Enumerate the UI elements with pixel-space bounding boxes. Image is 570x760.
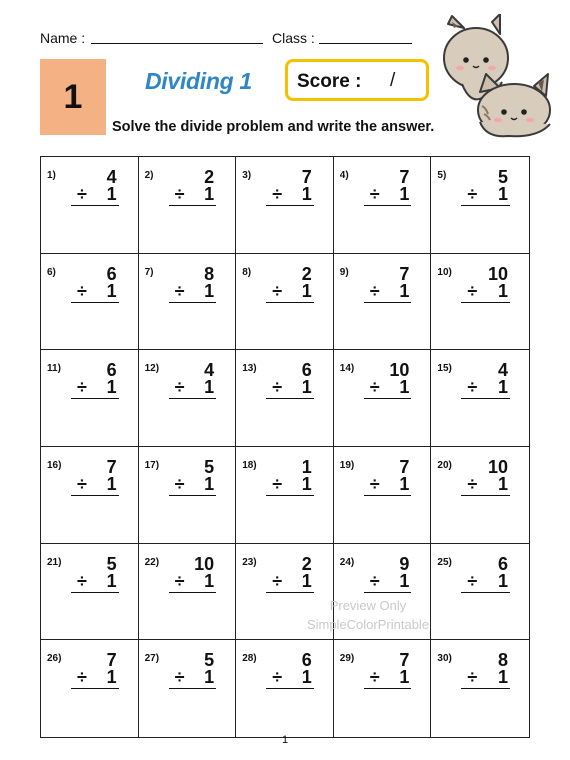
dividend: 5 xyxy=(497,167,508,187)
divide-sign: ÷ xyxy=(174,473,185,494)
problem-number: 20) xyxy=(437,459,452,471)
divisor: 1 xyxy=(204,667,215,688)
dividend: 10 xyxy=(194,553,215,574)
watermark xyxy=(300,596,436,634)
dividend: 10 xyxy=(487,456,508,477)
problem-cell[interactable] xyxy=(431,254,529,351)
problem-number: 27) xyxy=(144,653,160,665)
problem-cell[interactable] xyxy=(431,447,529,544)
divisor: 1 xyxy=(204,377,215,398)
problem-number: 29) xyxy=(339,653,355,665)
problem-number: 17) xyxy=(144,459,160,471)
problem-number: 24) xyxy=(339,556,355,568)
divisor: 1 xyxy=(301,667,312,688)
problem-number: 25) xyxy=(437,556,452,568)
divide-sign: ÷ xyxy=(174,570,185,591)
problem-cell[interactable] xyxy=(41,447,139,544)
divisor: 1 xyxy=(497,473,508,494)
divisor: 1 xyxy=(399,473,410,494)
divide-sign: ÷ xyxy=(272,280,283,301)
score-separator: / xyxy=(390,70,396,91)
divisor: 1 xyxy=(399,184,410,204)
divide-sign: ÷ xyxy=(467,570,478,591)
divide-sign: ÷ xyxy=(272,473,283,494)
problem-number: 30) xyxy=(437,653,452,665)
division-row xyxy=(364,571,412,593)
division-row xyxy=(364,184,412,206)
problem-number: 11) xyxy=(47,363,61,375)
problem-cell[interactable] xyxy=(236,350,334,447)
divisor: 1 xyxy=(204,473,215,494)
divisor: 1 xyxy=(106,280,117,301)
divisor: 1 xyxy=(497,570,508,591)
problem-number: 4) xyxy=(339,170,349,181)
divide-sign: ÷ xyxy=(174,280,185,301)
divisor: 1 xyxy=(399,377,410,398)
division-row xyxy=(461,377,510,399)
divide-sign: ÷ xyxy=(174,184,185,204)
problem-cell[interactable] xyxy=(236,254,334,351)
problem-number: 15) xyxy=(437,363,452,375)
dividend: 7 xyxy=(301,167,312,187)
divisor: 1 xyxy=(497,377,508,398)
dividend: 6 xyxy=(106,263,117,284)
divide-sign: ÷ xyxy=(174,377,185,398)
divide-sign: ÷ xyxy=(467,667,478,688)
divide-sign: ÷ xyxy=(467,377,478,398)
problem-cell[interactable] xyxy=(236,157,334,254)
problem-number: 6) xyxy=(47,266,56,278)
divide-sign: ÷ xyxy=(272,570,283,591)
division-row xyxy=(461,667,510,689)
dividend: 8 xyxy=(204,263,215,284)
dividend: 2 xyxy=(301,553,312,574)
divisor: 1 xyxy=(106,667,117,688)
problem-number: 16) xyxy=(47,459,62,471)
division-row xyxy=(461,571,510,593)
dividend: 7 xyxy=(399,263,410,284)
divide-sign: ÷ xyxy=(369,473,380,494)
problem-cell[interactable] xyxy=(236,447,334,544)
divide-sign: ÷ xyxy=(467,280,478,301)
division-row xyxy=(71,184,119,206)
divisor: 1 xyxy=(301,473,312,494)
divisor: 1 xyxy=(301,570,312,591)
divide-sign: ÷ xyxy=(174,667,185,688)
division-row xyxy=(266,667,314,689)
dividend: 2 xyxy=(301,263,312,284)
divisor: 1 xyxy=(497,184,508,204)
name-field[interactable] xyxy=(91,43,263,44)
watermark-line-2: SimpleColorPrintable xyxy=(306,617,430,632)
problem-cell[interactable] xyxy=(236,640,334,737)
problem-cell[interactable] xyxy=(431,640,529,737)
divisor: 1 xyxy=(106,473,117,494)
division-row xyxy=(71,667,119,689)
divisor: 1 xyxy=(106,184,117,204)
division-row xyxy=(266,571,314,593)
divisor: 1 xyxy=(106,570,117,591)
divisor: 1 xyxy=(301,280,312,301)
division-row xyxy=(71,474,119,496)
problem-number: 13) xyxy=(242,363,257,375)
dividend: 5 xyxy=(204,650,215,671)
problem-cell[interactable] xyxy=(139,544,237,641)
division-row xyxy=(461,474,510,496)
division-row xyxy=(169,184,217,206)
problem-number: 14) xyxy=(339,363,355,375)
problem-cell[interactable] xyxy=(41,254,139,351)
divisor: 1 xyxy=(497,667,508,688)
problem-number: 7) xyxy=(144,266,154,278)
problem-number: 12) xyxy=(144,363,160,375)
division-row xyxy=(364,667,412,689)
division-row xyxy=(169,377,217,399)
problem-number: 19) xyxy=(339,459,355,471)
division-row xyxy=(364,474,412,496)
dividend: 6 xyxy=(301,650,312,671)
problem-number: 3) xyxy=(242,170,252,181)
dividend: 4 xyxy=(204,360,215,381)
division-row xyxy=(169,474,217,496)
level-number: 1 xyxy=(63,77,83,116)
problem-cell[interactable] xyxy=(139,447,237,544)
divide-sign: ÷ xyxy=(467,184,478,204)
level-badge xyxy=(40,59,106,135)
problem-number: 23) xyxy=(242,556,257,568)
class-field[interactable] xyxy=(319,43,412,44)
division-row xyxy=(266,377,314,399)
problem-grid xyxy=(40,156,530,738)
problem-number: 18) xyxy=(242,459,257,471)
problem-number: 1) xyxy=(47,170,56,181)
problem-number: 26) xyxy=(47,653,62,665)
divisor: 1 xyxy=(399,280,410,301)
divisor: 1 xyxy=(204,570,215,591)
division-row xyxy=(461,184,510,206)
divisor: 1 xyxy=(399,667,410,688)
divide-sign: ÷ xyxy=(272,667,283,688)
divide-sign: ÷ xyxy=(77,280,87,301)
dividend: 7 xyxy=(106,456,117,477)
divide-sign: ÷ xyxy=(272,184,283,204)
dividend: 8 xyxy=(497,650,508,671)
problem-number: 21) xyxy=(47,556,62,568)
divide-sign: ÷ xyxy=(77,377,87,398)
problem-cell[interactable] xyxy=(41,157,139,254)
division-row xyxy=(266,184,314,206)
divide-sign: ÷ xyxy=(77,570,87,591)
dividend: 5 xyxy=(204,456,215,477)
watermark-line-1: Preview Only xyxy=(329,598,407,613)
dividend: 5 xyxy=(106,553,117,574)
divide-sign: ÷ xyxy=(77,473,87,494)
divide-sign: ÷ xyxy=(369,280,380,301)
name-label: Name : xyxy=(40,30,86,46)
problem-cell[interactable] xyxy=(431,544,529,641)
problem-cell[interactable] xyxy=(334,350,432,447)
dividend: 7 xyxy=(106,650,117,671)
score-box[interactable] xyxy=(285,59,429,101)
division-row xyxy=(71,281,119,303)
division-row xyxy=(169,667,217,689)
divide-sign: ÷ xyxy=(467,473,478,494)
problem-cell[interactable] xyxy=(139,640,237,737)
dividend: 4 xyxy=(106,167,117,187)
dividend: 7 xyxy=(399,650,410,671)
dividend: 6 xyxy=(301,360,312,381)
division-row xyxy=(71,571,119,593)
problem-number: 10) xyxy=(437,266,452,278)
problem-number: 5) xyxy=(437,170,447,181)
divisor: 1 xyxy=(301,377,312,398)
two-kittens-icon xyxy=(438,14,556,140)
instructions: Solve the divide problem and write the answer. xyxy=(112,119,435,135)
worksheet-title: Dividing 1 xyxy=(145,68,252,94)
division-row xyxy=(364,281,412,303)
problem-cell[interactable] xyxy=(334,640,432,737)
problem-number: 8) xyxy=(242,266,252,278)
divisor: 1 xyxy=(497,280,508,301)
problem-cell[interactable] xyxy=(431,350,529,447)
divide-sign: ÷ xyxy=(369,377,380,398)
dividend: 2 xyxy=(204,167,215,187)
problem-number: 22) xyxy=(144,556,160,568)
score-label: Score : xyxy=(297,71,362,92)
dividend: 7 xyxy=(399,167,410,187)
divisor: 1 xyxy=(301,184,312,204)
divisor: 1 xyxy=(204,184,215,204)
problem-cell[interactable] xyxy=(334,254,432,351)
problem-number: 9) xyxy=(339,266,349,278)
problem-cell[interactable] xyxy=(139,350,237,447)
problem-cell[interactable] xyxy=(431,157,529,254)
divisor: 1 xyxy=(399,570,410,591)
problem-number: 2) xyxy=(144,170,154,181)
problem-cell[interactable] xyxy=(41,350,139,447)
dividend: 1 xyxy=(301,456,312,477)
problem-cell[interactable] xyxy=(139,254,237,351)
division-row xyxy=(364,377,412,399)
divisor: 1 xyxy=(204,280,215,301)
problem-cell[interactable] xyxy=(334,157,432,254)
division-row xyxy=(266,281,314,303)
problem-cell[interactable] xyxy=(41,640,139,737)
division-row xyxy=(169,571,217,593)
class-label: Class : xyxy=(272,30,315,46)
problem-cell[interactable] xyxy=(139,157,237,254)
divide-sign: ÷ xyxy=(369,667,380,688)
divide-sign: ÷ xyxy=(77,667,87,688)
divide-sign: ÷ xyxy=(77,184,87,204)
dividend: 7 xyxy=(399,456,410,477)
divisor: 1 xyxy=(106,377,117,398)
problem-cell[interactable] xyxy=(41,544,139,641)
dividend: 10 xyxy=(487,263,508,284)
problem-cell[interactable] xyxy=(334,447,432,544)
dividend: 4 xyxy=(497,360,508,381)
dividend: 6 xyxy=(497,553,508,574)
dividend: 6 xyxy=(106,360,117,381)
divide-sign: ÷ xyxy=(369,184,380,204)
problem-number: 28) xyxy=(242,653,257,665)
divide-sign: ÷ xyxy=(369,570,380,591)
division-row xyxy=(461,281,510,303)
page-number: 1 xyxy=(281,734,289,746)
dividend: 10 xyxy=(389,360,410,381)
dividend: 9 xyxy=(399,553,410,574)
division-row xyxy=(169,281,217,303)
division-row xyxy=(71,377,119,399)
division-row xyxy=(266,474,314,496)
divide-sign: ÷ xyxy=(272,377,283,398)
